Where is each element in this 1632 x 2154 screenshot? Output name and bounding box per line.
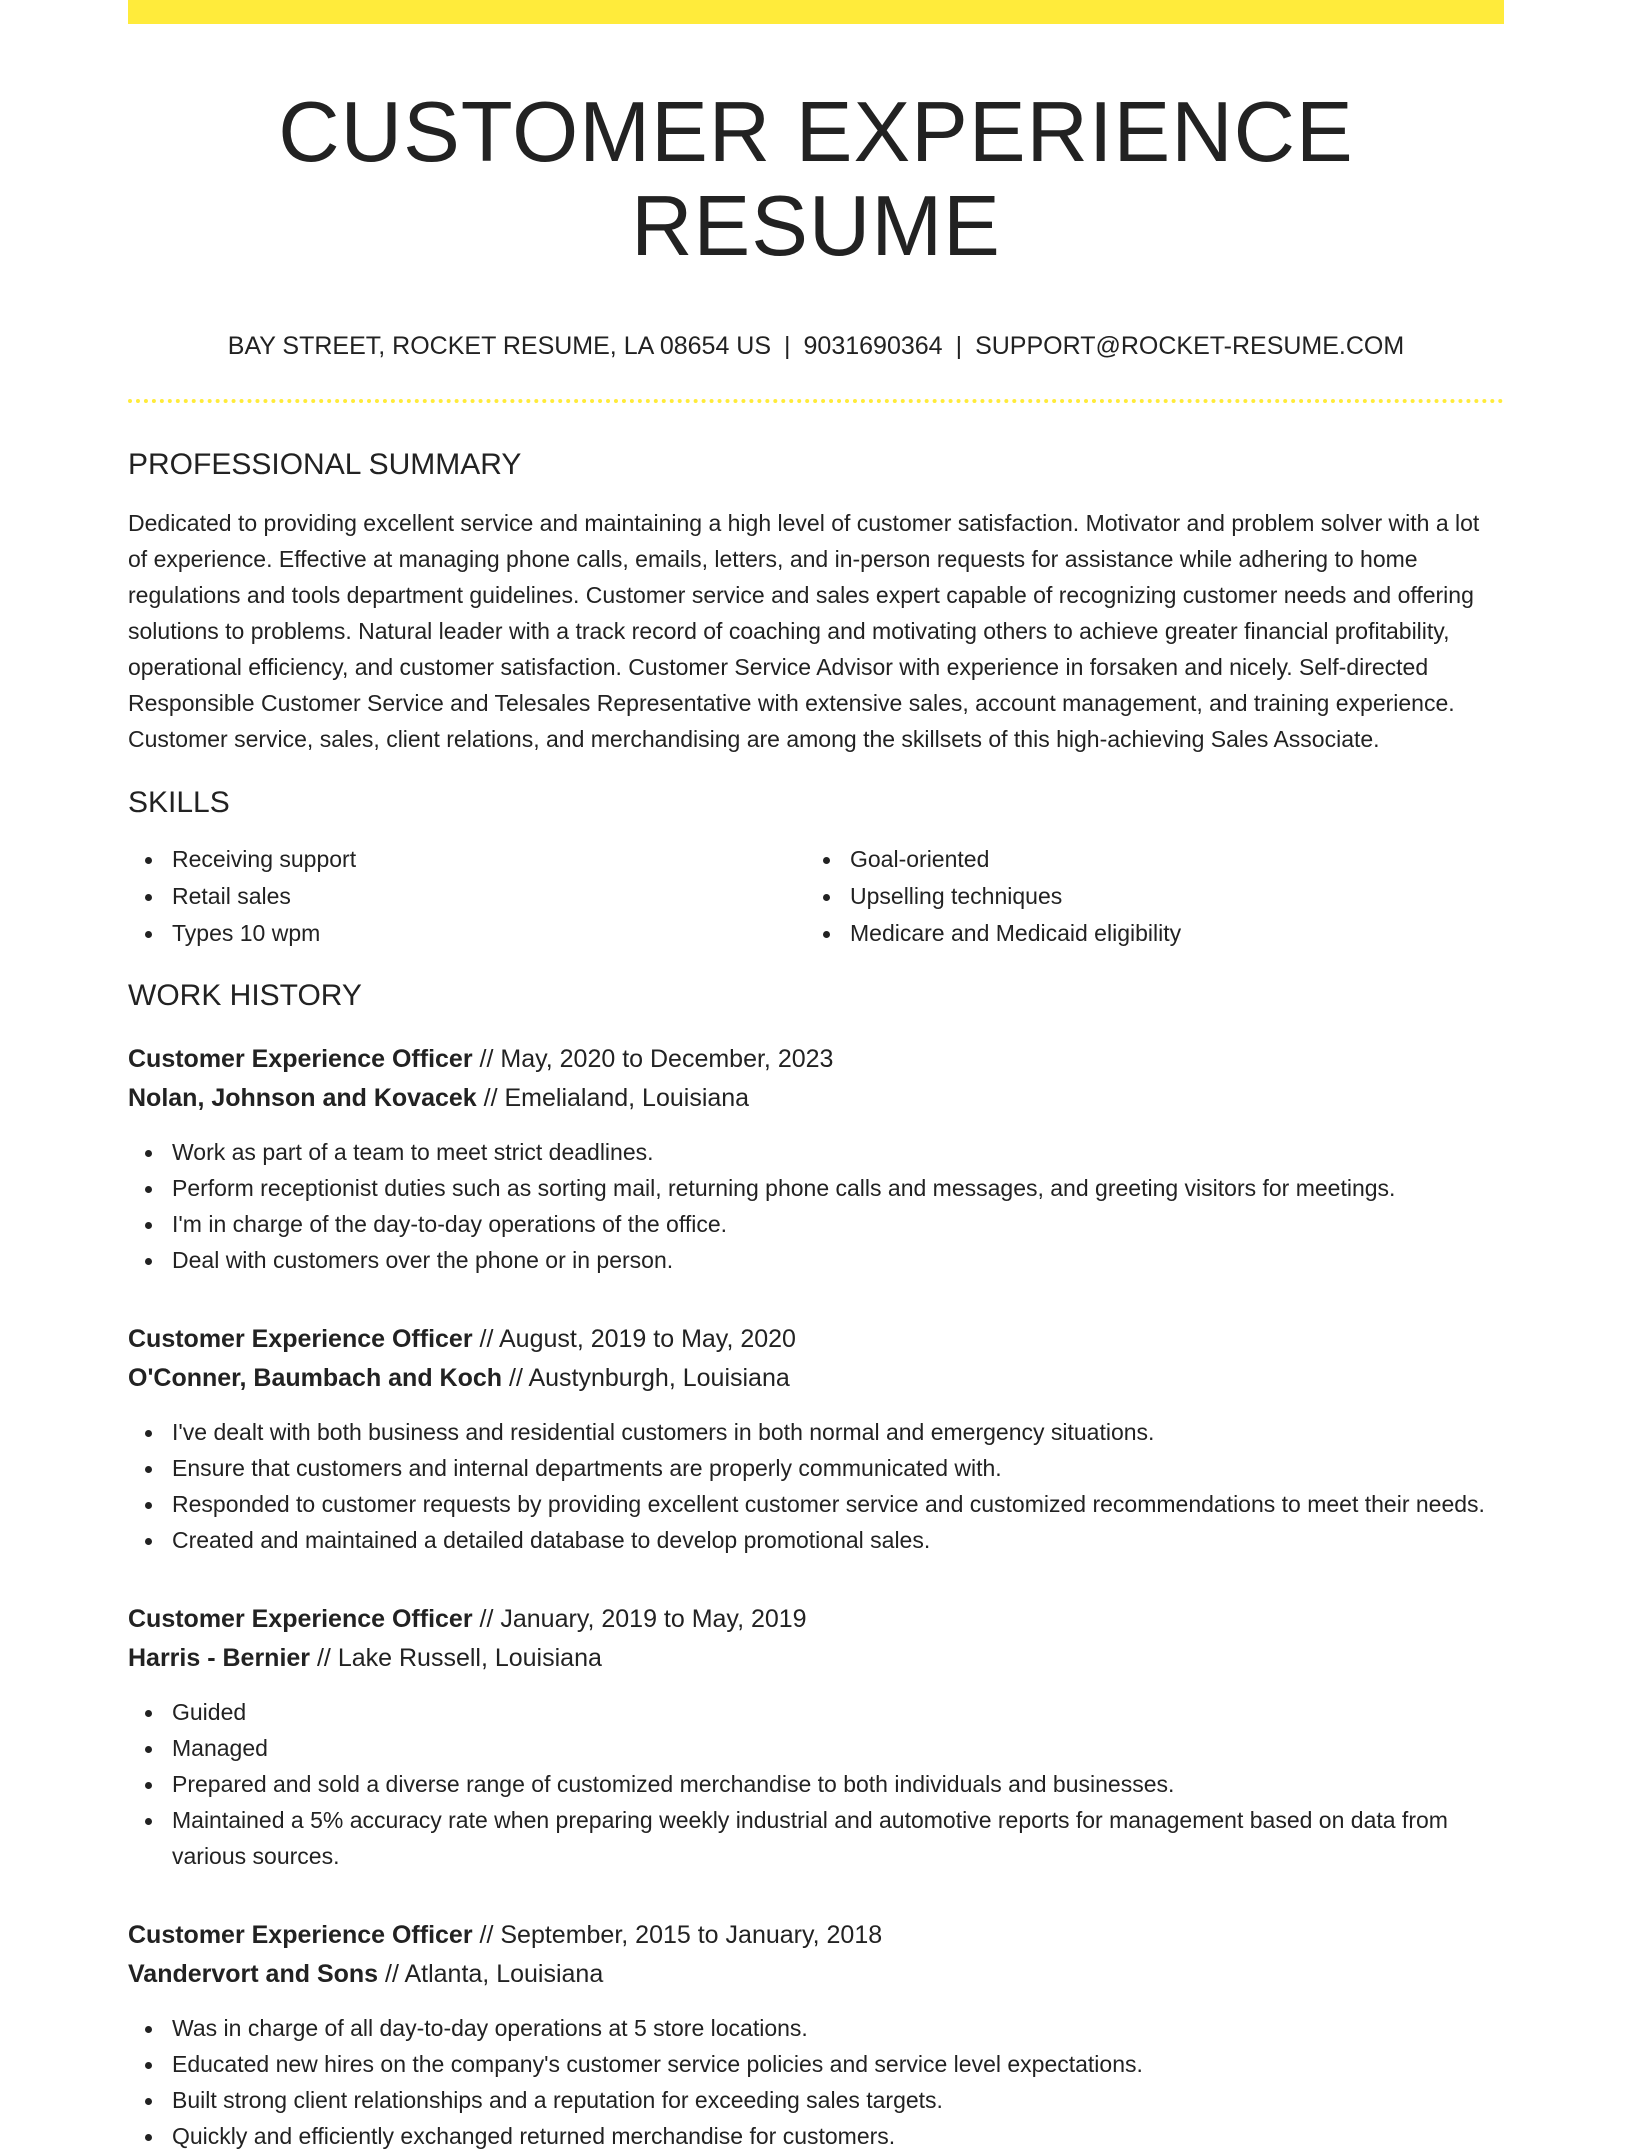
- job-bullet-list: [128, 1694, 1504, 1874]
- skill-item: Goal-oriented: [806, 841, 1484, 878]
- dotted-divider: [128, 399, 1504, 403]
- job-bullet-list: [128, 1134, 1504, 1278]
- job-company-line: [128, 1639, 1504, 1678]
- job-bullet: Quickly and efficiently exchanged returned merchandise for customers.: [128, 2118, 1504, 2154]
- job-dates: January, 2019 to May, 2019: [500, 1605, 807, 1633]
- summary-heading: PROFESSIONAL SUMMARY: [128, 448, 522, 481]
- job-location: Emelialand, Louisiana: [504, 1084, 750, 1112]
- job-bullet: Educated new hires on the company's customer service policies and service level expectations.: [128, 2046, 1504, 2082]
- job-location: Austynburgh, Louisiana: [528, 1364, 790, 1392]
- job-bullet: Ensure that customers and internal departments are properly communicated with.: [128, 1450, 1504, 1486]
- job-bullet: I've dealt with both business and residential customers in both normal and emergency situations.: [128, 1414, 1504, 1450]
- job-role-line: [128, 1320, 1504, 1359]
- job-company-line: [128, 1079, 1504, 1118]
- job-bullet: I'm in charge of the day-to-day operations of the office.: [128, 1206, 1504, 1242]
- top-accent-bar: [128, 0, 1504, 24]
- job-role-line: [128, 1040, 1504, 1079]
- skill-item: Receiving support: [128, 841, 806, 878]
- job-role: Customer Experience Officer: [128, 1325, 473, 1353]
- skill-item: Upselling techniques: [806, 878, 1484, 915]
- job-dates: May, 2020 to December, 2023: [500, 1045, 834, 1073]
- job-role-line: [128, 1916, 1504, 1955]
- skills-grid: [128, 841, 1504, 952]
- job-bullet-list: [128, 2010, 1504, 2154]
- job-company-line: [128, 1955, 1504, 1994]
- job-location: Lake Russell, Louisiana: [337, 1644, 602, 1672]
- job-separator: //: [476, 1084, 505, 1112]
- job-bullet: Prepared and sold a diverse range of customized merchandise to both individuals and businesses.: [128, 1766, 1504, 1802]
- job-role: Customer Experience Officer: [128, 1921, 473, 1949]
- job-entry: [128, 1916, 1504, 2154]
- skills-column-right: [806, 841, 1484, 952]
- job-bullet: Built strong client relationships and a reputation for exceeding sales targets.: [128, 2082, 1504, 2118]
- job-role: Customer Experience Officer: [128, 1045, 473, 1073]
- job-company-line: [128, 1359, 1504, 1398]
- job-role: Customer Experience Officer: [128, 1605, 473, 1633]
- resume-title: CUSTOMER EXPERIENCE RESUME: [278, 85, 1354, 274]
- job-company: Harris - Bernier: [128, 1644, 311, 1672]
- job-entry: [128, 1040, 1504, 1278]
- skills-column-left: [128, 841, 806, 952]
- job-separator: //: [472, 1605, 501, 1633]
- job-separator: //: [310, 1644, 338, 1672]
- contact-address: BAY STREET, ROCKET RESUME, LA 08654 US: [227, 332, 772, 360]
- job-entry: [128, 1600, 1504, 1874]
- job-bullet: Managed: [128, 1730, 1504, 1766]
- job-company: O'Conner, Baumbach and Koch: [128, 1364, 503, 1392]
- skill-item: Medicare and Medicaid eligibility: [806, 915, 1484, 952]
- contact-line: [128, 331, 1504, 361]
- contact-separator: |: [955, 332, 963, 360]
- job-role-line: [128, 1600, 1504, 1639]
- job-dates: August, 2019 to May, 2020: [498, 1325, 796, 1353]
- job-location: Atlanta, Louisiana: [404, 1960, 604, 1988]
- job-bullet: Deal with customers over the phone or in person.: [128, 1242, 1504, 1278]
- job-bullet: Guided: [128, 1694, 1504, 1730]
- job-bullet: Responded to customer requests by providing excellent customer service and customized recommendations to meet their needs.: [128, 1486, 1504, 1522]
- job-dates: September, 2015 to January, 2018: [500, 1921, 883, 1949]
- job-separator: //: [472, 1325, 499, 1353]
- job-separator: //: [472, 1921, 501, 1949]
- summary-text: Dedicated to providing excellent service and maintaining a high level of customer satisfaction. Motivator and problem solver with a lot of experience. Effective at managing phone calls, emails, letters, and in-person requests for assistance while adhering to home regulations and tools department guidelines. Customer service and sales expert capable of recognizing customer needs and offering solutions to problems. Natural leader with a track record of coaching and motivating others to achieve greater financial profitability, operational efficiency, and customer satisfaction. Customer Service Advisor with experience in forsaken and nicely. Self-directed Responsible Customer Service and Telesales Representative with extensive sales, account management, and training experience. Customer service, sales, client relations, and merchandising are among the skillsets of this high-achieving Sales Associate.: [128, 510, 1480, 752]
- job-company: Vandervort and Sons: [128, 1960, 379, 1988]
- work-history-heading: WORK HISTORY: [128, 979, 362, 1012]
- contact-email: SUPPORT@ROCKET-RESUME.COM: [975, 332, 1405, 360]
- job-bullet-list: [128, 1414, 1504, 1558]
- skill-item: Types 10 wpm: [128, 915, 806, 952]
- job-separator: //: [472, 1045, 501, 1073]
- job-entry: [128, 1320, 1504, 1558]
- contact-separator: |: [784, 332, 791, 360]
- job-bullet: Perform receptionist duties such as sorting mail, returning phone calls and messages, and greeting visitors for meetings.: [128, 1170, 1504, 1206]
- contact-phone: 9031690364: [803, 332, 943, 360]
- job-bullet: Was in charge of all day-to-day operations at 5 store locations.: [128, 2010, 1504, 2046]
- job-bullet: Created and maintained a detailed database to develop promotional sales.: [128, 1522, 1504, 1558]
- skill-item: Retail sales: [128, 878, 806, 915]
- job-company: Nolan, Johnson and Kovacek: [128, 1084, 477, 1112]
- job-bullet: Work as part of a team to meet strict deadlines.: [128, 1134, 1504, 1170]
- resume-page: [128, 0, 1504, 2154]
- job-separator: //: [378, 1960, 405, 1988]
- skills-heading: SKILLS: [128, 786, 230, 819]
- job-separator: //: [502, 1364, 529, 1392]
- job-bullet: Maintained a 5% accuracy rate when preparing weekly industrial and automotive reports for management based on data from various sources.: [128, 1802, 1504, 1874]
